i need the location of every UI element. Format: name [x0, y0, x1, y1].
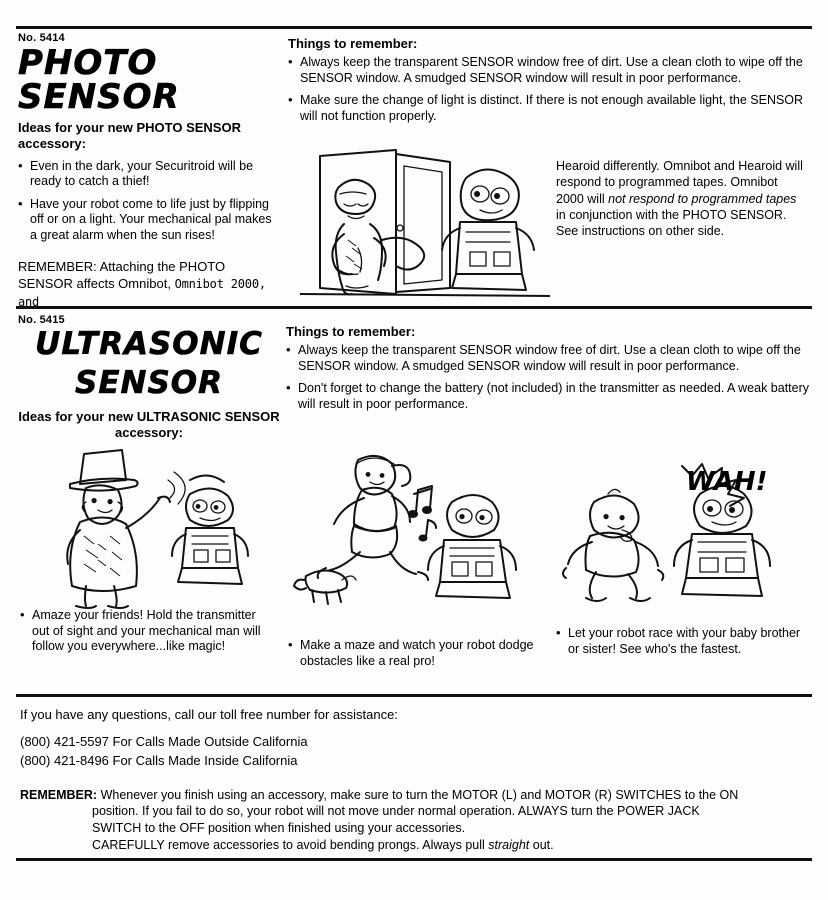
wah-text: WAH!: [686, 467, 768, 497]
ultrasonic-remember-column: [286, 324, 812, 420]
ultrasonic-ideas-heading: Ideas for your new ULTRASONIC SENSOR accessory:: [18, 409, 280, 441]
photo-sensor-note-mono: Omnibot 2000, and: [18, 277, 266, 309]
list-item: • Make a maze and watch your robot dodge obstacles like a real pro!: [288, 638, 538, 669]
footer-remember-line-4-italic: straight: [488, 838, 530, 853]
illustration-baby-and-robot: [560, 460, 780, 610]
footer-remember-line-4: [20, 837, 810, 854]
list-item: • Don't forget to change the battery (not included) in the transmitter as needed. A weak battery will result in poor performance.: [286, 381, 812, 412]
list-item: • Amaze your friends! Hold the transmitter out of sight and your mechanical man will follow you everywhere...like magic!: [20, 608, 268, 655]
ultrasonic-caption-3: [556, 626, 808, 664]
photo-sensor-note-right-part2: in conjunction with the PHOTO SENSOR. See instructions on other side.: [556, 207, 787, 238]
footer-remember-label: REMEMBER:: [20, 787, 98, 802]
footer-phone-numbers: [20, 733, 810, 771]
photo-sensor-left-column: [18, 32, 280, 310]
illustration-doorway-burglar-robot: [300, 148, 550, 298]
photo-sensor-note-right-italic: not respond to programmed tapes: [608, 191, 797, 206]
ultrasonic-caption-2: [288, 638, 538, 676]
ultrasonic-remember-list: [286, 343, 812, 413]
divider-top: [16, 26, 812, 29]
photo-sensor-ideas-list: [18, 159, 280, 244]
photo-sensor-remember-list: [288, 55, 812, 125]
photo-sensor-note-right-part1: Hearoid differently. Omnibot and Hearoid will respond to programmed tapes. Omnibot 2000 will: [556, 159, 803, 206]
footer-remember-line-3: SWITCH to the OFF position when finished using your accessories.: [92, 821, 466, 836]
photo-sensor-title: PHOTO SENSOR: [18, 43, 180, 117]
footer-block: [20, 706, 810, 854]
list-item: • Even in the dark, your Securitroid will be ready to catch a thief!: [18, 159, 280, 190]
ultrasonic-caption-1: [20, 608, 268, 662]
divider-lower: [16, 694, 812, 697]
photo-sensor-remember-column: [288, 36, 812, 132]
list-item: • Always keep the transparent SENSOR window free of dirt. Use a clean cloth to wipe off the SENSOR window. A smudged SENSOR window will result in poor performance.: [288, 55, 812, 86]
photo-sensor-note-label: REMEMBER:: [18, 258, 97, 274]
phone-inside-california: (800) 421-8496 For Calls Made Inside California: [20, 752, 298, 768]
photo-sensor-ideas-heading: Ideas for your new PHOTO SENSOR accessory:: [18, 120, 241, 152]
ultrasonic-remember-heading: Things to remember:: [286, 324, 416, 339]
footer-remember-line-1: Whenever you finish using an accessory, make sure to turn the MOTOR (L) and MOTOR (R) SWITCHES to the ON: [100, 787, 739, 802]
ultrasonic-title-line1: ULTRASONIC: [35, 326, 263, 362]
photo-sensor-note-left: [18, 258, 280, 311]
illustration-magician-and-robot: [40, 440, 260, 610]
photo-sensor-part-number: No. 5414: [18, 32, 65, 44]
list-item: • Always keep the transparent SENSOR window free of dirt. Use a clean cloth to wipe off the SENSOR window. A smudged SENSOR window will result in poor performance.: [286, 343, 812, 374]
footer-remember-line-4-a: CAREFULLY remove accessories to avoid bending prongs. Always pull: [92, 838, 489, 853]
ultrasonic-part-number: No. 5415: [18, 314, 65, 326]
phone-outside-california: (800) 421-5597 For Calls Made Outside California: [20, 733, 308, 749]
ultrasonic-left-column: [18, 314, 280, 448]
divider-bottom: [16, 858, 812, 861]
list-item: • Let your robot race with your baby brother or sister! See who's the fastest.: [556, 626, 808, 657]
footer-remember-line-4-b: out.: [529, 838, 554, 853]
photo-sensor-note-text: Attaching the PHOTO SENSOR affects Omnibot,: [18, 258, 226, 292]
footer-remember-line-2: position. If you fail to do so, your robot will not move under normal operation. ALWAYS turn the POWER JACK: [92, 804, 700, 819]
list-item: • Make sure the change of light is distinct. If there is not enough available light, the SENSOR will not function properly.: [288, 93, 812, 124]
footer-questions-line: If you have any questions, call our toll free number for assistance:: [20, 707, 398, 722]
list-item: • Have your robot come to life just by flipping off or on a light. Your mechanical pal makes a great alarm when the sun rises!: [18, 197, 280, 244]
photo-sensor-note-right: [556, 158, 806, 239]
footer-remember: [20, 787, 810, 855]
photo-sensor-remember-heading: Things to remember:: [288, 36, 418, 51]
illustration-girl-dog-robot-maze: [290, 440, 540, 610]
ultrasonic-title-line2: SENSOR: [75, 364, 223, 401]
